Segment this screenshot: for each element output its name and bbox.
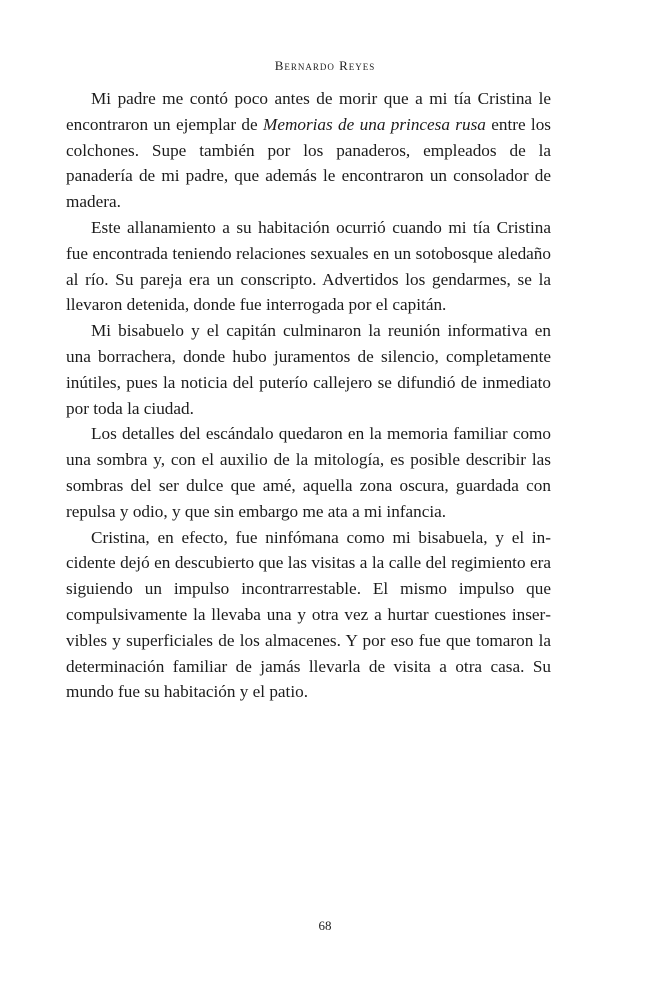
paragraph-1-text-a: Mi padre me contó poco antes de morir que a mi tía Cristina le encontraron un ejemplar de (66, 89, 551, 134)
paragraph-2: Este allanamiento a su habitación ocurrió cuando mi tía Cristina fue encontrada teniendo relaciones sexuales en un sotobosque aledaño al río. Su pareja era un conscripto. Advertidos los gendarmes, se la llevaron detenida, donde fue interrogada por el capitán. (66, 217, 551, 315)
paragraph-1 (66, 86, 551, 215)
paragraph-4: Los detalles del escándalo quedaron en la memoria familiar como una sombra y, con el auxilio de la mitología, es posible describir las sombras del ser dulce que amé, aquella zona oscura, guardada con repulsa y odio, y que sin embargo me ata a mi infancia. (66, 424, 551, 521)
running-header: Bernardo Reyes (274, 58, 376, 73)
paragraph-5: Cristina, en efecto, fue ninfómana como mi bisabuela, y el incidente dejó en descubierto que las visitas a la calle del regimiento era siguiendo un impulso incontrarrestable. El mismo impulso que compulsivamente la llevaba una y otra vez a hurtar cuestiones inservibles y superficiales de los almacenes. Y por eso fue que tomaron la determinación familiar de jamás llevarla de visita a otra casa. Su mundo fue su habitación y el patio. (66, 527, 551, 702)
book-title-italic: Memorias de una princesa rusa (263, 114, 486, 134)
paragraph-3: Mi bisabuelo y el capitán culminaron la reunión informativa en una borrachera, donde hubo juramentos de silencio, completamente inútiles, pues la noticia del puterío callejero se difundió de inmediato por toda la ciudad. (66, 321, 551, 418)
page-number: 68 (318, 918, 332, 933)
body-text (66, 86, 551, 705)
paragraph-1-text-b: entre los colchones. Supe también por los panaderos, empleados de la panadería de mi padre, que además le encontraron un consolador de madera. (66, 114, 551, 212)
